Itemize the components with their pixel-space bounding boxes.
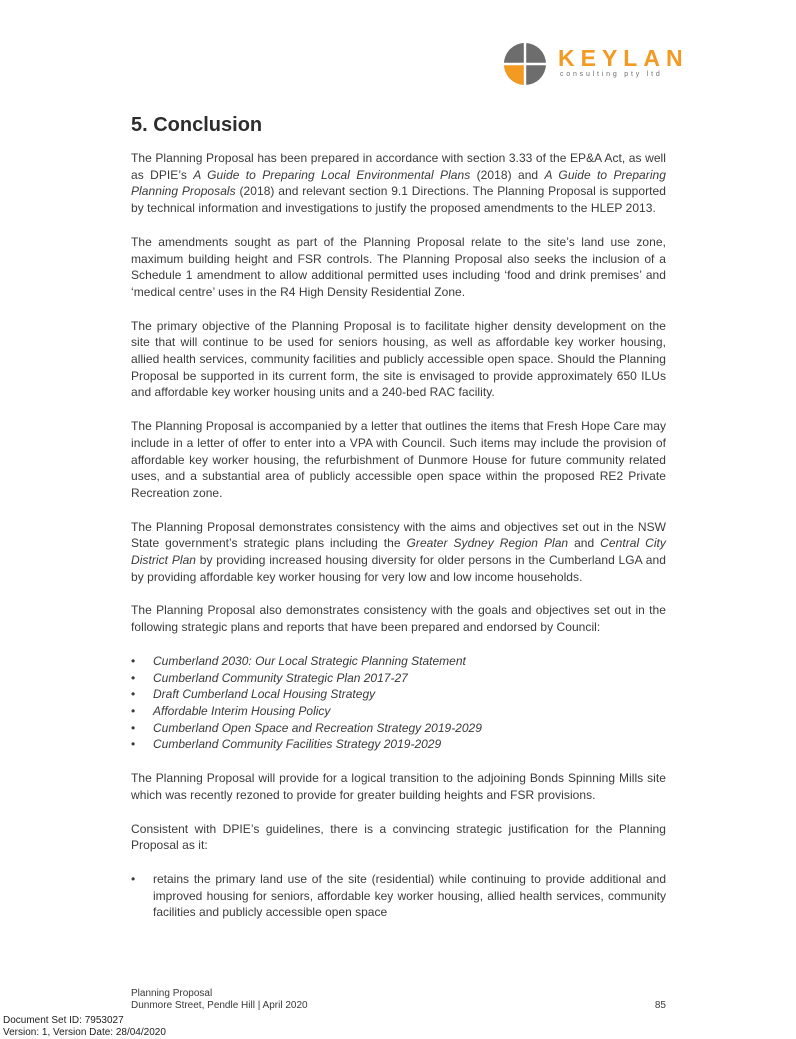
- document-version: Version: 1, Version Date: 28/04/2020: [3, 1027, 166, 1038]
- section-heading: 5. Conclusion: [131, 114, 263, 136]
- text-run: (2018) and: [470, 167, 545, 182]
- italic-title: Central City District Plan: [131, 536, 666, 568]
- text-run: The Planning Proposal has been prepared in accordance with section 3.33 of the EP&A Act, as well as DPIE’s: [131, 151, 666, 182]
- keylan-logo: [503, 42, 689, 88]
- list-item: • Cumberland Community Facilities Strategy 2019-2029: [131, 736, 666, 753]
- council-plans-list: [131, 653, 666, 753]
- text-run: (2018) and relevant section 9.1 Directions. The Planning Proposal is supported by technical information and investigations to justify the proposed amendments to the HLEP 2013.: [131, 184, 666, 216]
- list-item: • Cumberland 2030: Our Local Strategic Planning Statement: [131, 653, 666, 670]
- logo-tagline: consulting pty ltd: [560, 71, 663, 78]
- list-item: • retains the primary land use of the site (residential) while continuing to provide additional and improved housing for seniors, affordable key worker housing, allied health services, community facilities and publicly accessible open space: [131, 871, 666, 921]
- paragraph-vpa-letter: The Planning Proposal is accompanied by a letter that outlines the items that Fresh Hope Care may include in a letter of offer to enter into a VPA with Council. Such items may include the provision of affordable key worker housing, the refurbishment of Dunmore House for future community related uses, and a substantial area of publicly accessible open space within the proposed RE2 Private Recreation zone.: [131, 419, 666, 500]
- document-info: [3, 1015, 166, 1039]
- list-item: • Cumberland Community Strategic Plan 2017-27: [131, 670, 666, 687]
- paragraph-justification-intro: Consistent with DPIE’s guidelines, there is a convincing strategic justification for the Planning Proposal as it:: [131, 821, 666, 853]
- body-content: [131, 150, 666, 938]
- document-set-id: Document Set ID: 7953027: [3, 1015, 124, 1026]
- list-item: • Cumberland Open Space and Recreation Strategy 2019-2029: [131, 720, 666, 737]
- list-item: • Affordable Interim Housing Policy: [131, 703, 666, 720]
- text-run: by providing increased housing diversity for older persons in the Cumberland LGA and by providing affordable key worker housing for very low and low income households.: [131, 553, 666, 584]
- paragraph-state-consistency: [131, 519, 666, 586]
- paragraph-primary-objective: The primary objective of the Planning Proposal is to facilitate higher density development on the site that will continue to be used for seniors housing, as well as affordable key worker housing, allied health services, community facilities and publicly accessible open space. Should the Planning Proposal be supported in its current form, the site is envisaged to provide approximately 650 ILUs and affordable key worker housing units and a 240-bed RAC facility.: [131, 318, 666, 400]
- italic-title: Greater Sydney Region Plan: [406, 536, 569, 551]
- text-run: and: [568, 536, 601, 551]
- logo-name: KEYLAN: [558, 45, 689, 71]
- paragraph-council-consistency: The Planning Proposal also demonstrates consistency with the goals and objectives set out in the following strategic plans and reports that have been prepared and endorsed by Council:: [131, 603, 666, 635]
- justification-list: [131, 871, 666, 921]
- paragraph-amendments: The amendments sought as part of the Planning Proposal relate to the site’s land use zone, maximum building height and FSR controls. The Planning Proposal also seeks the inclusion of a Schedule 1 amendment to allow additional permitted uses including ‘food and drink premises’ and ‘medical centre’ uses in the R4 High Density Residential Zone.: [131, 234, 666, 299]
- footer-location-date: Dunmore Street, Pendle Hill | April 2020: [131, 1000, 308, 1011]
- italic-title: A Guide to Preparing Planning Proposals: [131, 167, 666, 199]
- keylan-logo-icon: [503, 42, 547, 86]
- paragraph-overview: [131, 150, 666, 217]
- italic-title: A Guide to Preparing Local Environmental Plans: [193, 167, 471, 182]
- list-item: • Draft Cumberland Local Housing Strategy: [131, 686, 666, 703]
- text-run: The Planning Proposal demonstrates consistency with the aims and objectives set out in the NSW State government’s strategic plans including the: [131, 519, 666, 551]
- page-footer: [131, 988, 666, 1012]
- paragraph-bonds-transition: The Planning Proposal will provide for a logical transition to the adjoining Bonds Spinning Mills site which was recently rezoned to provide for greater building heights and FSR provisions.: [131, 771, 666, 802]
- page-number: 85: [654, 1000, 666, 1011]
- footer-title: Planning Proposal: [131, 988, 213, 999]
